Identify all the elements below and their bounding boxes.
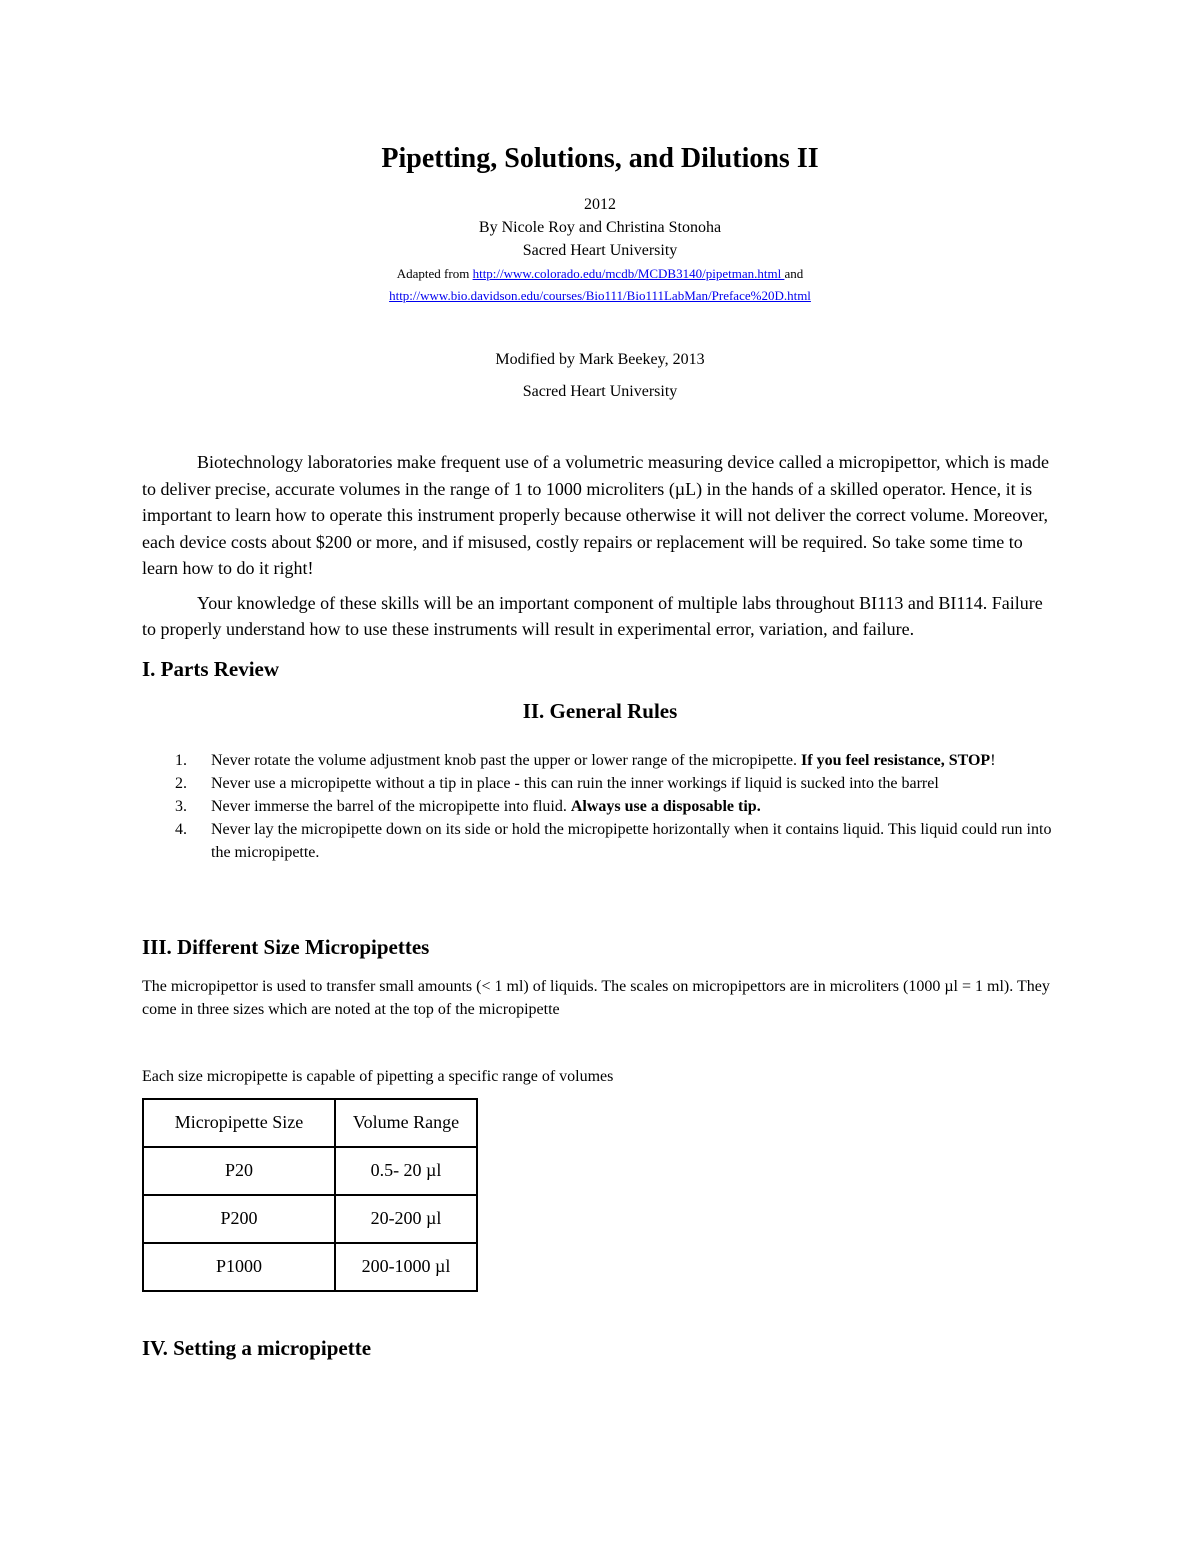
list-number: 4. xyxy=(175,820,187,838)
table-row xyxy=(143,1195,477,1243)
rule-text: Never use a micropipette without a tip in place - this can ruin the inner workings if liquid is sucked into the barrel xyxy=(211,774,939,792)
section-heading-parts-review: I. Parts Review xyxy=(142,656,280,681)
adapted-prefix: Adapted from xyxy=(396,266,473,281)
document-affiliation: Sacred Heart University xyxy=(522,242,678,259)
rules-list xyxy=(142,749,1058,864)
rule-text: Never immerse the barrel of the micropipette into fluid. xyxy=(211,797,571,815)
colorado-link[interactable]: http://www.colorado.edu/mcdb/MCDB3140/pipetman.html xyxy=(472,266,785,281)
table-cell: P20 xyxy=(143,1147,335,1195)
document-authors: By Nicole Roy and Christina Stonoha xyxy=(478,219,722,236)
table-cell: P1000 xyxy=(143,1243,335,1291)
adapted-from xyxy=(142,264,1058,284)
sizes-paragraph-1: The micropipettor is used to transfer small amounts (< 1 ml) of liquids. The scales on micropipettors are in microliters (1000 µl = 1 ml). They come in three sizes which are noted at the top of the micropipette xyxy=(142,977,1050,1018)
list-item xyxy=(142,772,1058,795)
rule-text: Never rotate the volume adjustment knob past the upper or lower range of the micropipette. xyxy=(211,751,802,769)
list-number: 2. xyxy=(175,774,187,792)
volume-range-table xyxy=(142,1098,478,1292)
section-heading-general-rules: II. General Rules xyxy=(522,698,678,723)
list-text xyxy=(211,818,1058,864)
adapted-and: and xyxy=(784,266,804,281)
table-cell: P200 xyxy=(143,1195,335,1243)
rule-after: ! xyxy=(990,751,996,769)
list-number: 1. xyxy=(175,751,187,769)
sizes-paragraph-2: Each size micropipette is capable of pipetting a specific range of volumes xyxy=(142,1067,614,1085)
table-header-row xyxy=(143,1099,477,1147)
section-heading-different-sizes: III. Different Size Micropipettes xyxy=(142,934,430,959)
rule-bold: Always use a disposable tip. xyxy=(570,797,761,815)
list-text xyxy=(211,772,1058,795)
document-year: 2012 xyxy=(584,196,616,213)
document-title: Pipetting, Solutions, and Dilutions II xyxy=(381,143,819,174)
table-header-cell: Micropipette Size xyxy=(143,1099,335,1147)
list-item xyxy=(142,749,1058,772)
intro-paragraph-2: Your knowledge of these skills will be an important component of multiple labs throughout BI113 and BI114. Failure to properly understand how to use these instruments will result in experimental error, variation, and failure. xyxy=(142,592,1043,639)
list-text xyxy=(211,795,1058,818)
list-number: 3. xyxy=(175,797,187,815)
section-heading-setting: IV. Setting a micropipette xyxy=(142,1335,372,1360)
list-item xyxy=(142,818,1058,864)
modified-affiliation: Sacred Heart University xyxy=(522,383,678,400)
table-header-cell: Volume Range xyxy=(335,1099,477,1147)
list-text xyxy=(211,749,1058,772)
list-item xyxy=(142,795,1058,818)
table-cell: 20-200 µl xyxy=(335,1195,477,1243)
intro-paragraph-1: Biotechnology laboratories make frequent use of a volumetric measuring device called a micropipettor, which is made to deliver precise, accurate volumes in the range of 1 to 1000 microliters (µL) in the hands of a skilled operator. Hence, it is important to learn how to operate this instrument properly because otherwise it will not deliver the correct volume. Moreover, each device costs about $200 or more, and if misused, costly repairs or replacement will be required. So take some time to learn how to do it right! xyxy=(142,452,1049,578)
rule-bold: If you feel resistance, STOP xyxy=(801,751,991,769)
davidson-link[interactable]: http://www.bio.davidson.edu/courses/Bio111/Bio111LabMan/Preface%20D.html xyxy=(389,288,811,303)
table-cell: 200-1000 µl xyxy=(335,1243,477,1291)
rule-text: Never lay the micropipette down on its side or hold the micropipette horizontally when it contains liquid. This liquid could run into the micropipette. xyxy=(211,820,1052,861)
table-row xyxy=(143,1243,477,1291)
table-row xyxy=(143,1147,477,1195)
table-cell: 0.5- 20 µl xyxy=(335,1147,477,1195)
modified-by: Modified by Mark Beekey, 2013 xyxy=(495,351,705,368)
adapted-from-line2 xyxy=(142,286,1058,306)
